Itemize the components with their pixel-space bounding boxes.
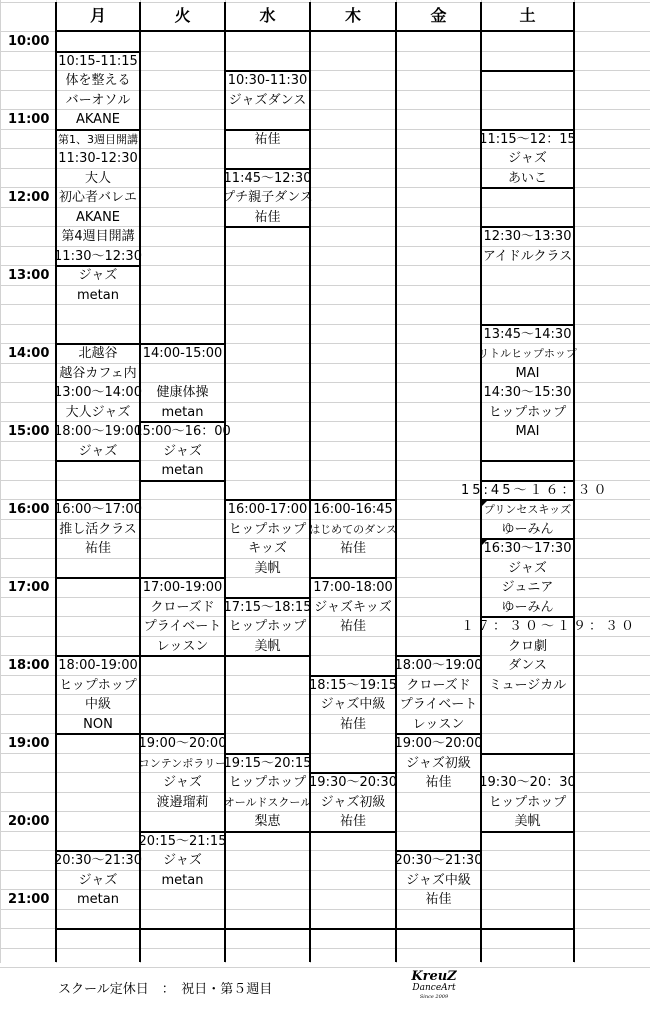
schedule-cell: metan xyxy=(161,405,204,420)
schedule-cell: 祐佳 xyxy=(339,619,366,634)
schedule-cell: 19:00～20:00 xyxy=(394,736,483,751)
schedule-cell: レッスン xyxy=(412,717,465,732)
schedule-cell: キッズ xyxy=(248,541,287,556)
schedule-cell: ヒップホップ xyxy=(228,522,307,537)
schedule-cell: 10:15-11:15 xyxy=(58,54,138,69)
hour-label: 20:00 xyxy=(8,814,50,829)
day-header: 金 xyxy=(430,6,447,25)
schedule-cell: 16:30～17:30 xyxy=(483,541,572,556)
schedule-cell: ジャズ中級 xyxy=(320,697,386,712)
schedule-cell: 祐佳 xyxy=(425,775,452,790)
schedule-cell: 11:45～12:30 xyxy=(223,171,312,186)
schedule-cell: プライベート xyxy=(143,619,222,634)
schedule-cell: 11:15～12：15 xyxy=(479,132,576,147)
schedule-cell: あいこ xyxy=(507,171,547,186)
schedule-cell: クロ劇 xyxy=(507,639,547,654)
schedule-cell: クローズド xyxy=(150,600,215,615)
schedule-cell: 15:00～16：00 xyxy=(134,424,231,439)
schedule-cell: 祐佳 xyxy=(425,892,452,907)
hour-label: 16:00 xyxy=(8,502,50,517)
schedule-cell: 祐佳 xyxy=(339,814,366,829)
schedule-cell: 第4週目開講 xyxy=(61,229,135,244)
schedule-cell: ヒップホップ xyxy=(488,405,567,420)
schedule-cell: MAI xyxy=(515,424,540,439)
logo-since: Since 2009 xyxy=(419,994,449,1000)
schedule-cell: ヒップホップ xyxy=(228,775,307,790)
schedule-cell: 16:00-17:00 xyxy=(227,502,308,517)
grid-line-h xyxy=(0,909,650,910)
class-separator xyxy=(396,928,481,930)
schedule-cell: コンテンポラリー xyxy=(138,757,227,770)
schedule-cell: 18:00～19:00 xyxy=(54,424,142,439)
hour-label: 21:00 xyxy=(8,892,50,907)
schedule-cell: 祐佳 xyxy=(254,132,281,147)
day-header: 水 xyxy=(259,6,276,25)
class-separator xyxy=(481,831,574,833)
schedule-cell: NON xyxy=(83,717,113,732)
schedule-cell: ジャズ xyxy=(163,444,202,459)
schedule-cell: 11:30～12:30 xyxy=(54,249,142,264)
class-separator xyxy=(481,460,574,462)
schedule-cell: 12:30～13:30 xyxy=(483,229,572,244)
class-separator xyxy=(225,831,310,833)
schedule-cell: 中級 xyxy=(84,697,111,712)
logo-title: KreuZ xyxy=(411,969,457,984)
class-separator xyxy=(56,928,140,930)
schedule-cell: 18:00～19:00 xyxy=(394,658,483,673)
schedule-cell: ジャズキッズ xyxy=(314,600,392,615)
schedule-cell: MAI xyxy=(515,366,540,381)
schedule-cell: AKANE xyxy=(75,112,121,127)
schedule-cell: 祐佳 xyxy=(254,210,281,225)
studio-logo xyxy=(404,970,464,1010)
class-separator xyxy=(481,70,574,72)
schedule-cell: 第1、3週目開講 xyxy=(58,133,138,146)
hour-label: 10:00 xyxy=(8,34,50,49)
schedule-cell: 13:00～14:00 xyxy=(54,385,142,400)
schedule-cell: オールドスクール xyxy=(223,796,312,809)
schedule-cell: ヒップホップ xyxy=(228,619,307,634)
header-border xyxy=(55,30,575,32)
schedule-cell: 北越谷 xyxy=(78,346,118,361)
schedule-cell: ゆーみん xyxy=(501,600,554,615)
schedule-cell: ジャズ xyxy=(163,853,202,868)
hour-label: 11:00 xyxy=(8,112,50,127)
schedule-cell: アイドルクラス xyxy=(482,249,573,264)
hour-label: 15:00 xyxy=(8,424,50,439)
schedule-cell: クローズド xyxy=(406,678,471,693)
schedule-cell: 17:00-18:00 xyxy=(313,580,393,595)
schedule-cell: ジュニア xyxy=(501,580,554,595)
day-header: 木 xyxy=(344,6,361,25)
schedule-cell: 越谷カフェ内 xyxy=(59,366,137,381)
class-separator xyxy=(225,928,310,930)
class-separator xyxy=(56,577,140,579)
schedule-cell: 推し活クラス xyxy=(59,522,137,537)
schedule-cell: 16:00-16:45 xyxy=(313,502,393,517)
schedule-cell: 渡邉瑠莉 xyxy=(156,795,209,810)
schedule-cell: 15:45～１６：３０ xyxy=(461,483,610,498)
schedule-cell: 祐佳 xyxy=(339,717,366,732)
schedule-cell: 19:15～20:15 xyxy=(223,756,312,771)
schedule-cell: 大人ジャズ xyxy=(65,405,131,420)
schedule-cell: バーオソル xyxy=(65,93,131,108)
schedule-cell: 20:30～21:30 xyxy=(394,853,483,868)
schedule-cell: ジャズ初級 xyxy=(406,756,471,771)
schedule-cell: 17:00-19:00 xyxy=(142,580,223,595)
schedule-cell: 祐佳 xyxy=(84,541,111,556)
schedule-cell: 美帆 xyxy=(514,814,541,829)
schedule-cell: 16:00～17:00 xyxy=(54,502,142,517)
schedule-cell: ジャズ中級 xyxy=(406,873,471,888)
schedule-cell: ヒップホップ xyxy=(488,795,567,810)
day-header: 火 xyxy=(174,6,191,25)
schedule-cell: ジャズ xyxy=(78,444,118,459)
schedule-cell: 体を整える xyxy=(65,73,131,88)
hour-label: 19:00 xyxy=(8,736,50,751)
schedule-cell: metan xyxy=(161,463,204,478)
schedule-cell: レッスン xyxy=(156,639,209,654)
schedule-cell: 11:30-12:30 xyxy=(58,151,138,166)
schedule-cell: 初心者バレエ xyxy=(58,190,137,205)
schedule-cell: 健康体操 xyxy=(156,385,209,400)
schedule-cell: 20:30～21:30 xyxy=(54,853,142,868)
schedule-cell: metan xyxy=(77,892,119,907)
day-header: 土 xyxy=(519,6,536,25)
schedule-cell: プライベート xyxy=(399,697,478,712)
schedule-cell: 13:45～14:30 xyxy=(483,327,572,342)
grid-line-v xyxy=(0,0,1,963)
schedule-cell: ゆーみん xyxy=(501,522,554,537)
grid-line-h xyxy=(0,967,650,968)
schedule-cell: ジャズ xyxy=(508,151,547,166)
schedule-cell: 19:30～20：30 xyxy=(479,775,576,790)
schedule-cell: metan xyxy=(77,288,119,303)
hour-label: 14:00 xyxy=(8,346,50,361)
schedule-cell: metan xyxy=(161,873,204,888)
schedule-cell: 19:00～20:00 xyxy=(138,736,227,751)
schedule-cell: ジャズ xyxy=(508,561,547,576)
hour-label: 18:00 xyxy=(8,658,50,673)
schedule-cell: ジャズ xyxy=(163,775,202,790)
class-separator xyxy=(310,831,396,833)
schedule-cell: 18:00-19:00 xyxy=(58,658,138,673)
schedule-cell: 17:15～18:15 xyxy=(223,600,312,615)
hour-label: 12:00 xyxy=(8,190,50,205)
logo-subtitle: DanceArt xyxy=(412,983,456,993)
closed-days-note: スクール定休日 ： 祝日・第５週目 xyxy=(58,982,273,997)
schedule-cell: 梨恵 xyxy=(254,814,281,829)
schedule-cell: プチ親子ダンス xyxy=(222,190,313,205)
schedule-cell: 20:15～21:15 xyxy=(138,834,227,849)
schedule-cell: ジャズ初級 xyxy=(320,795,386,810)
class-separator xyxy=(481,753,574,755)
schedule-cell: AKANE xyxy=(75,210,121,225)
schedule-cell: ヒップホップ xyxy=(59,678,137,693)
class-separator xyxy=(310,928,396,930)
schedule-cell: 美帆 xyxy=(254,561,281,576)
schedule-cell: 10:30-11:30 xyxy=(227,73,308,88)
schedule-cell: ミュージカル xyxy=(488,678,567,693)
schedule-cell: ジャズ xyxy=(78,268,118,283)
class-separator xyxy=(140,480,225,482)
day-header: 月 xyxy=(89,6,106,25)
schedule-cell: 14:00-15:00 xyxy=(142,346,223,361)
schedule-cell: はじめてのダンス xyxy=(309,523,397,536)
class-separator xyxy=(140,928,225,930)
schedule-cell: 19:30～20:30 xyxy=(309,775,397,790)
schedule-cell: 14:30～15:30 xyxy=(483,385,572,400)
hour-label: 17:00 xyxy=(8,580,50,595)
schedule-cell: ダンス xyxy=(508,658,547,673)
schedule-cell: 祐佳 xyxy=(339,541,366,556)
schedule-cell: ジャズダンス xyxy=(228,93,307,108)
hour-label: 13:00 xyxy=(8,268,50,283)
schedule-cell: ジャズ xyxy=(78,873,118,888)
class-separator xyxy=(481,928,574,930)
schedule-cell: 美帆 xyxy=(254,639,281,654)
schedule-cell: 18:15～19:15 xyxy=(309,678,397,693)
schedule-cell: プリンセスキッズ xyxy=(483,503,572,516)
grid-line-h xyxy=(0,948,650,949)
schedule-cell: １７：３０～１９：３０ xyxy=(461,619,638,634)
schedule-cell: 大人 xyxy=(84,171,111,186)
schedule-cell: リトルヒップホップ xyxy=(478,347,577,360)
